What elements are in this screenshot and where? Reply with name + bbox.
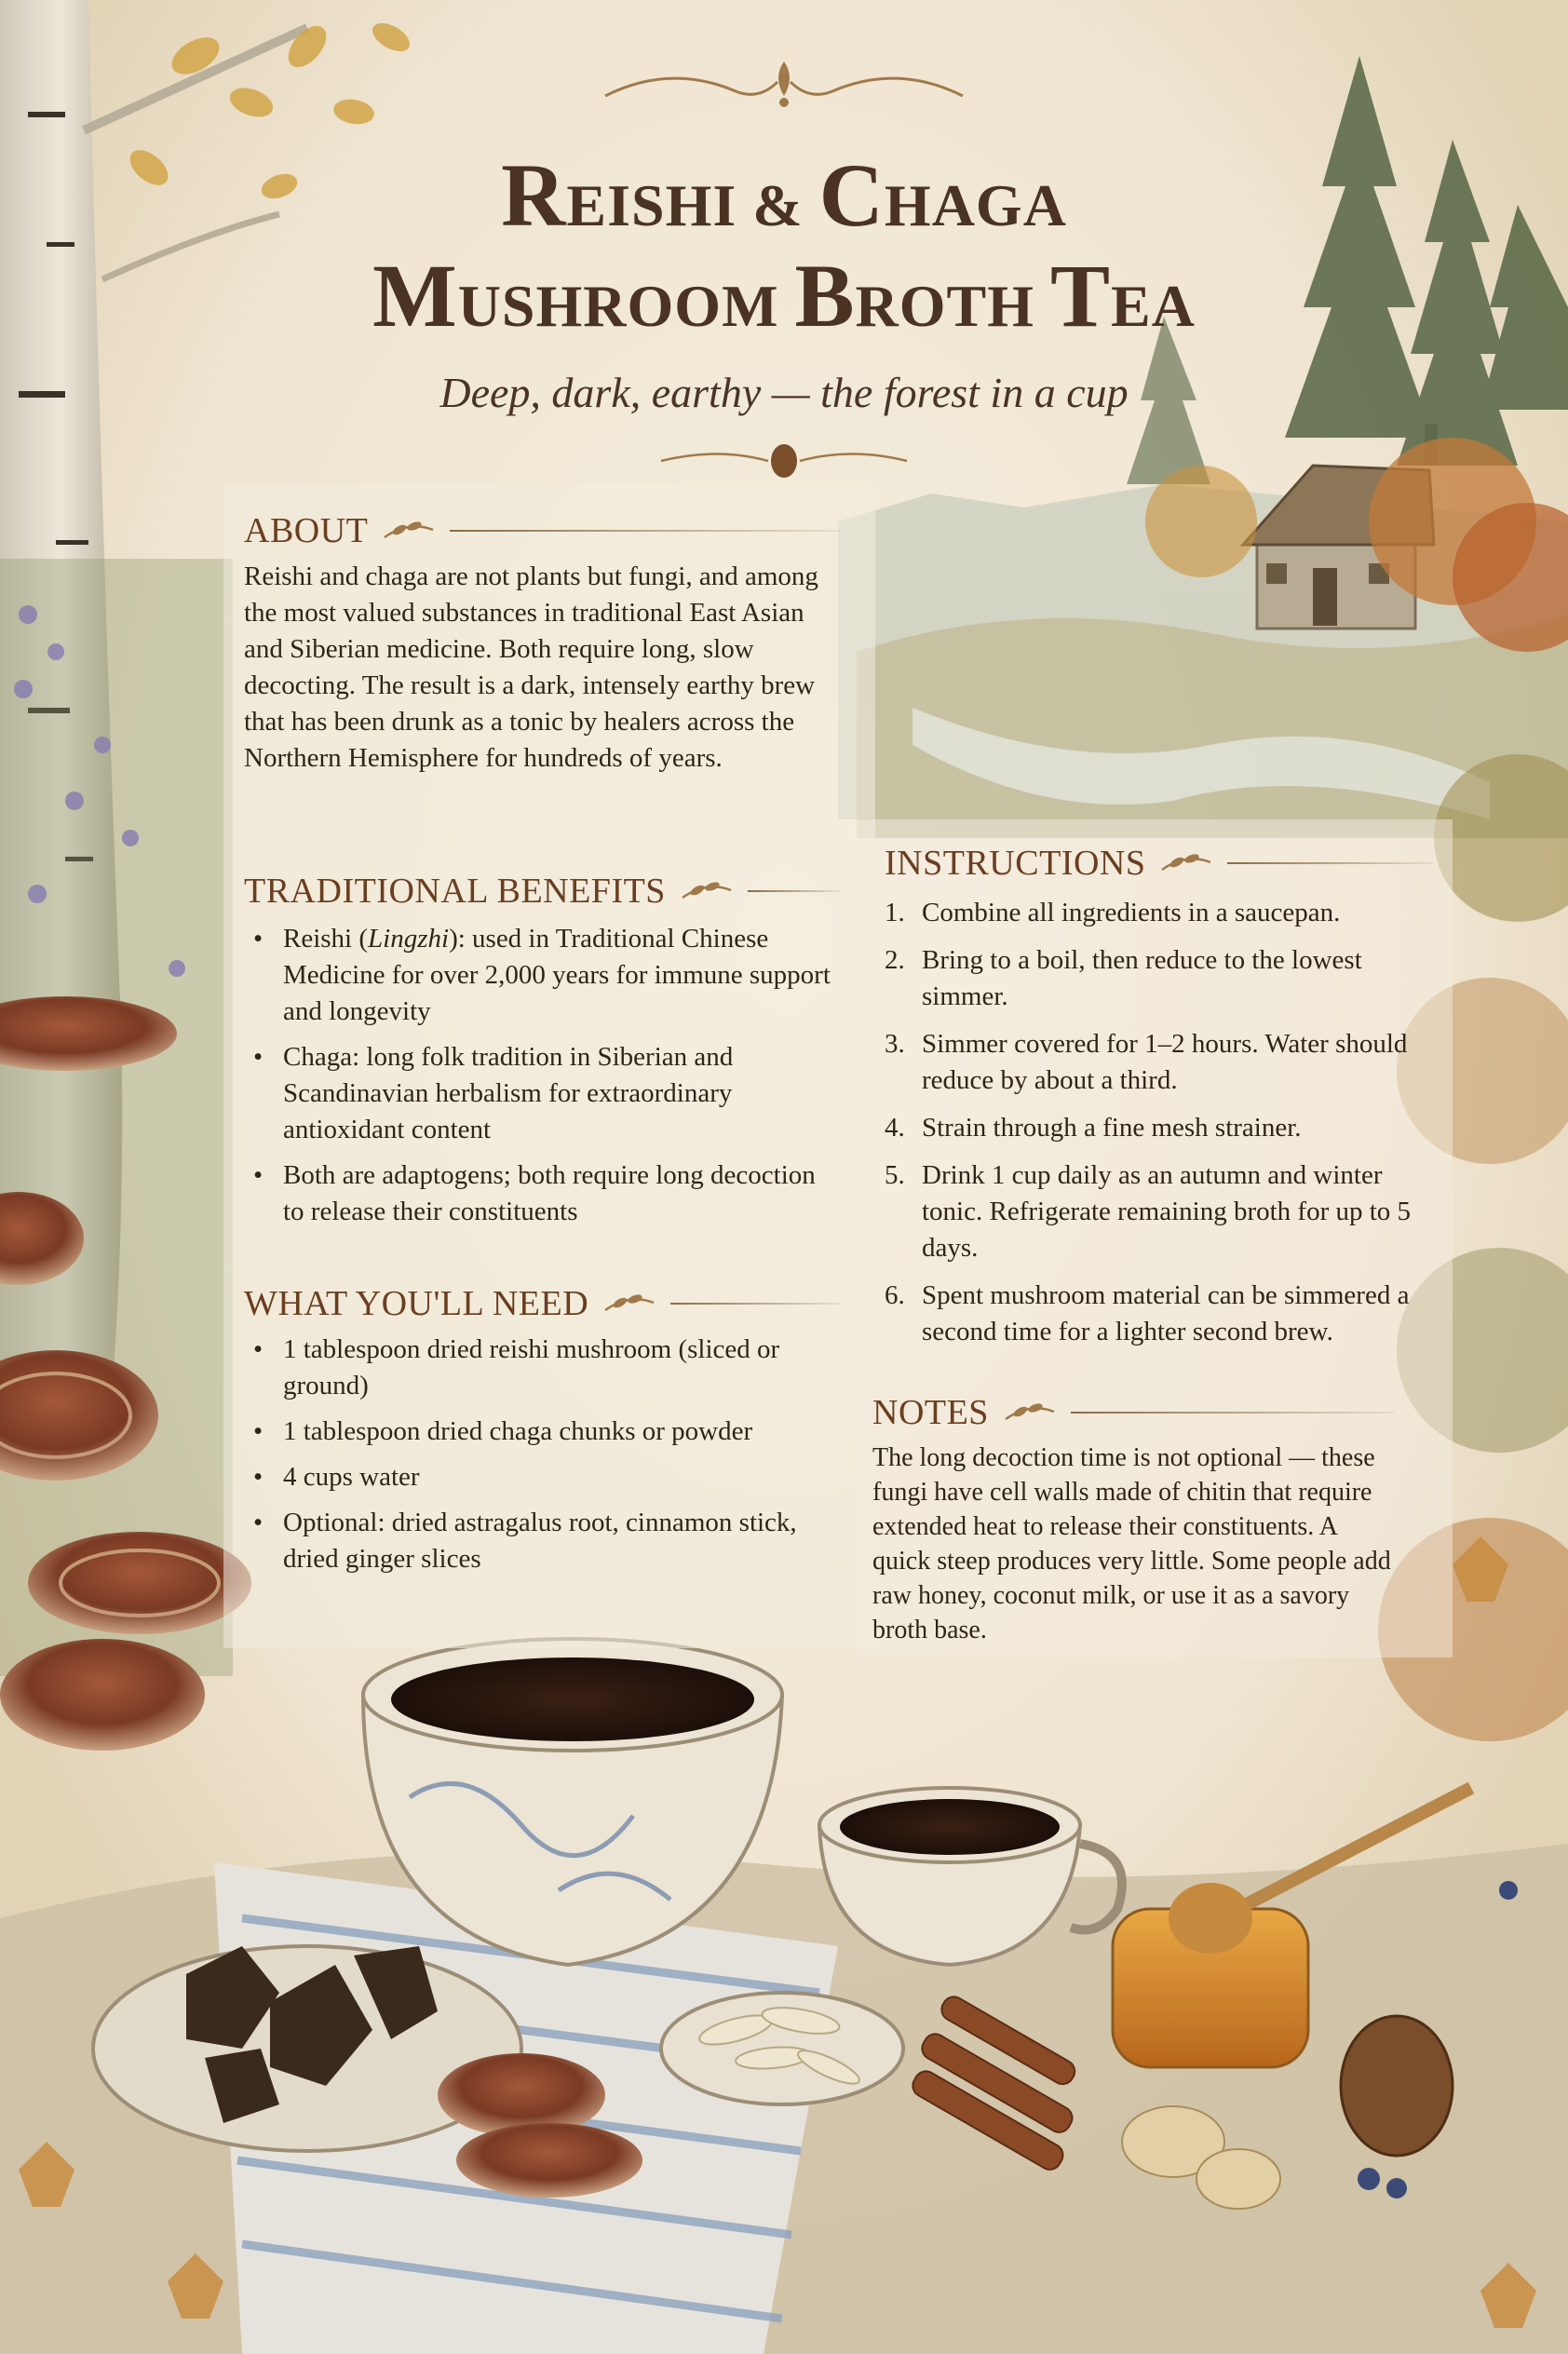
heading-rule bbox=[670, 1303, 840, 1305]
pinecone-divider-icon bbox=[652, 438, 916, 484]
list-item: • 1 tablespoon dried reishi mushroom (sliced or ground) bbox=[244, 1332, 840, 1404]
leaf-sprig-icon bbox=[602, 1290, 657, 1318]
heading-rule bbox=[1071, 1412, 1394, 1414]
list-item: 5. Drink 1 cup daily as an autumn and winter tonic. Refrigerate remaining broth for up to 5 days. bbox=[885, 1160, 1412, 1263]
instructions-heading: INSTRUCTIONS bbox=[885, 843, 1434, 884]
about-text: Reishi and chaga are not plants but fungi, and among the most valued substances in traditional East Asian and Siberian medicine. Both require long, slow decocting. The result is a dark, intensely earthy brew that has been drunk as a tonic by healers across the Northern Hemisphere for hundreds of years. bbox=[244, 561, 818, 773]
heading-rule bbox=[1227, 862, 1434, 864]
list-item: 1. Combine all ingredients in a saucepan. bbox=[885, 898, 1341, 927]
ingredients-list bbox=[244, 1332, 840, 1577]
about-section bbox=[244, 510, 840, 777]
leaf-sprig-icon bbox=[1002, 1399, 1058, 1427]
ingredients-section bbox=[244, 1283, 840, 1587]
notes-text: The long decoction time is not optional — these fungi have cell walls made of chitin that require extended heat to release their constituents. A quick steep produces very little. Some people add raw honey, coconut milk, or use it as a savory broth base. bbox=[872, 1443, 1391, 1644]
list-item: 3. Simmer covered for 1–2 hours. Water should reduce by about a third. bbox=[885, 1029, 1408, 1095]
page-title-line-1: REISHI & CHAGA bbox=[501, 145, 1067, 245]
ingredients-heading: WHAT YOU'LL NEED bbox=[244, 1283, 840, 1324]
benefits-heading: TRADITIONAL BENEFITS bbox=[244, 871, 840, 912]
benefits-list bbox=[244, 921, 840, 1230]
about-heading: ABOUT bbox=[244, 510, 840, 551]
list-item: • Both are adaptogens; both require long decoction to release their constituents bbox=[244, 1157, 840, 1230]
title-ornament bbox=[596, 54, 972, 119]
instructions-list bbox=[885, 895, 1434, 1350]
notes-section bbox=[872, 1392, 1394, 1647]
leaf-sprig-icon bbox=[1158, 849, 1214, 877]
heading-rule bbox=[748, 890, 840, 892]
instructions-section bbox=[885, 843, 1434, 1361]
benefits-section bbox=[244, 871, 840, 1239]
list-item: 4. Strain through a fine mesh strainer. bbox=[885, 1113, 1302, 1143]
list-item: • Chaga: long folk tradition in Siberian and Scandinavian herbalism for extraordinary antioxidant content bbox=[244, 1039, 840, 1148]
list-item: 2. Bring to a boil, then reduce to the lowest simmer. bbox=[885, 945, 1362, 1011]
list-item: • 1 tablespoon dried chaga chunks or powder bbox=[244, 1414, 840, 1450]
subtitle: Deep, dark, earthy — the forest in a cup bbox=[439, 369, 1129, 416]
heading-rule bbox=[450, 530, 840, 532]
list-item: • Optional: dried astragalus root, cinnamon stick, dried ginger slices bbox=[244, 1505, 840, 1577]
notes-heading: NOTES bbox=[872, 1392, 1394, 1433]
page-title-line-2: MUSHROOM BROTH TEA bbox=[372, 246, 1196, 345]
list-item: • Reishi (Lingzhi): used in Traditional Chinese Medicine for over 2,000 years for immune support and longevity bbox=[244, 921, 840, 1030]
list-item: • 4 cups water bbox=[244, 1459, 840, 1495]
list-item: 6. Spent mushroom material can be simmered a second time for a lighter second brew. bbox=[885, 1280, 1410, 1346]
leaf-sprig-icon bbox=[381, 517, 437, 545]
leaf-sprig-icon bbox=[679, 877, 735, 905]
